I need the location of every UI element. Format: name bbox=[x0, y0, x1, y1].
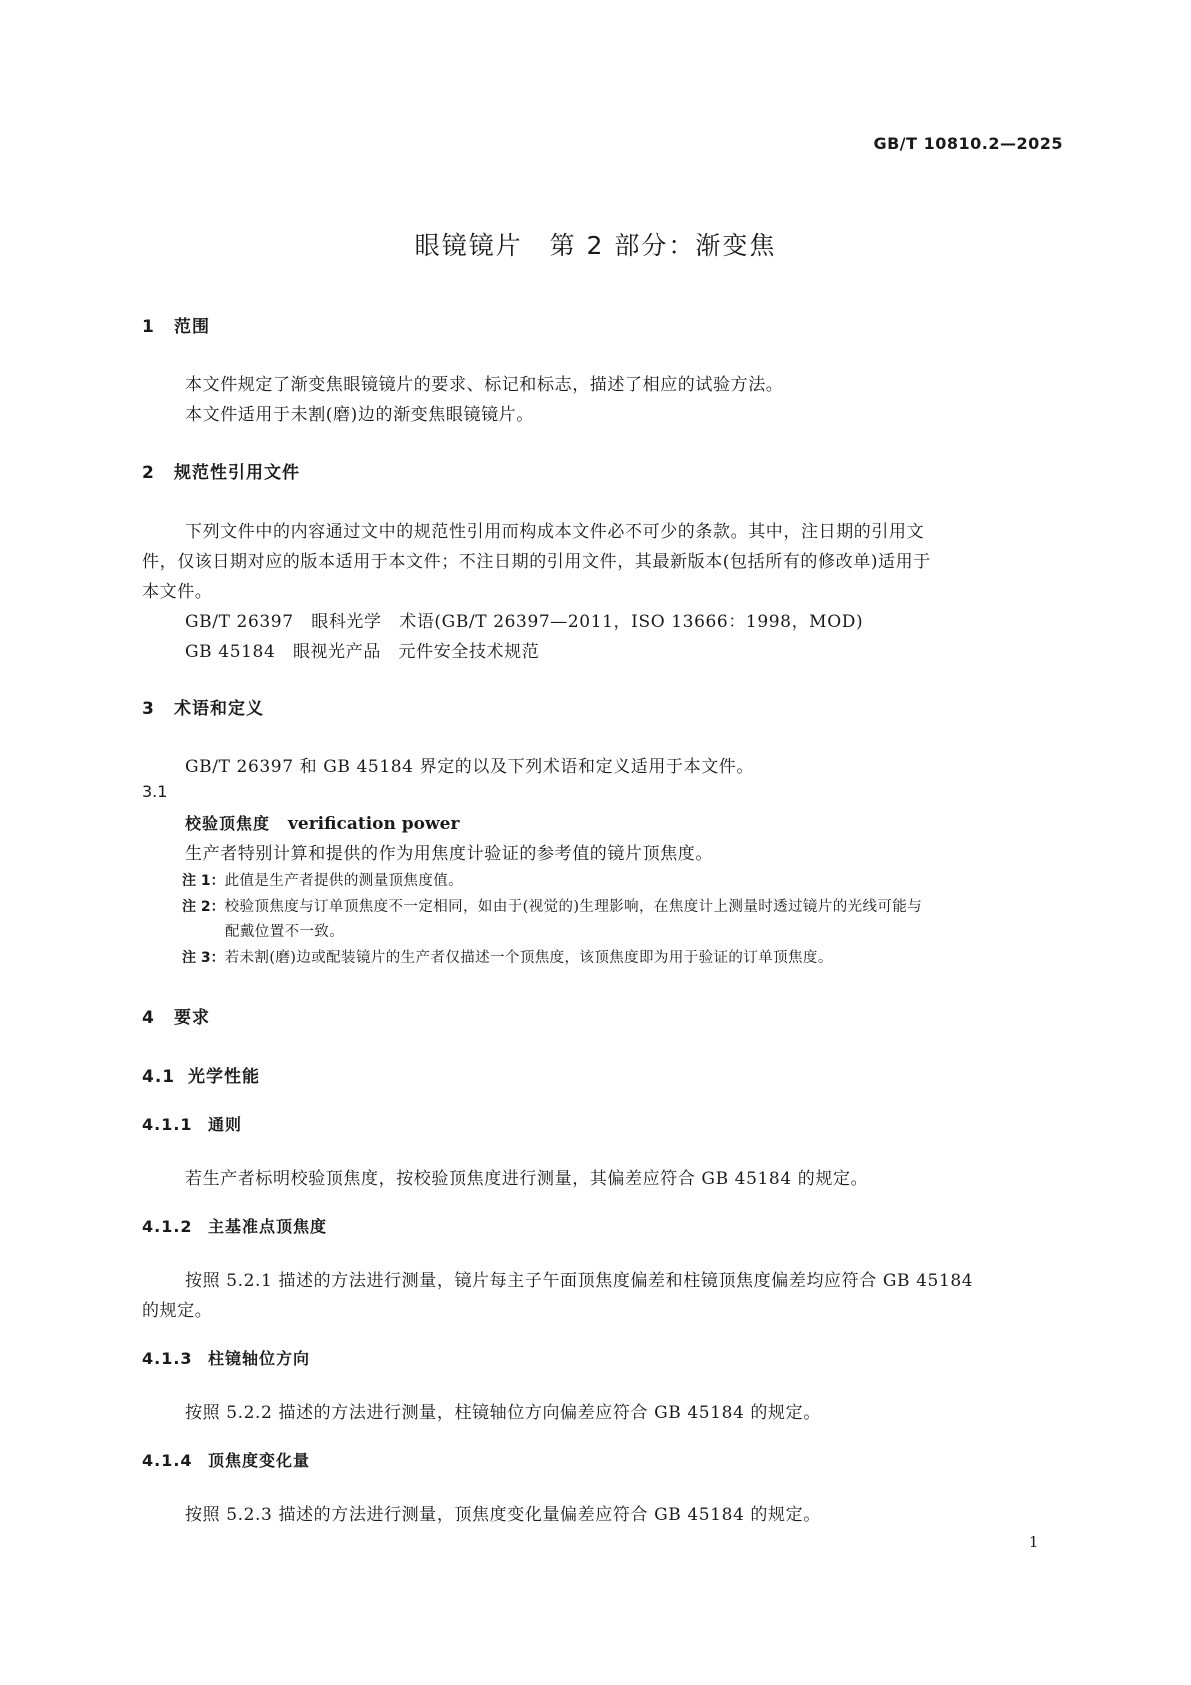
section-title: 柱镜轴位方向 bbox=[208, 1349, 311, 1368]
paragraph: 本文件。 bbox=[142, 582, 213, 602]
section-title: 规范性引用文件 bbox=[174, 463, 300, 483]
subsection-heading-4-1-2 bbox=[142, 1214, 327, 1237]
note-text: 此值是生产者提供的测量顶焦度值。 bbox=[224, 873, 464, 889]
subsection-heading-4-1-4 bbox=[142, 1448, 310, 1471]
paragraph: 本文件适用于未割(磨)边的渐变焦眼镜镜片。 bbox=[185, 405, 534, 425]
section-number: 4.1.4 bbox=[142, 1451, 193, 1470]
paragraph: GB/T 26397 和 GB 45184 界定的以及下列术语和定义适用于本文件。 bbox=[185, 757, 754, 777]
term-entry bbox=[185, 811, 459, 834]
section-heading-1 bbox=[142, 312, 210, 337]
section-heading-4 bbox=[142, 1003, 210, 1028]
normative-reference: GB/T 26397 眼科光学 术语(GB/T 26397—2011，ISO 13666：1998，MOD) bbox=[185, 612, 864, 632]
note-label: 注 2： bbox=[182, 899, 225, 915]
section-number: 1 bbox=[142, 317, 155, 337]
paragraph: 按照 5.2.3 描述的方法进行测量，顶焦度变化量偏差应符合 GB 45184 的规定。 bbox=[185, 1505, 821, 1525]
paragraph: 按照 5.2.2 描述的方法进行测量，柱镜轴位方向偏差应符合 GB 45184 的规定。 bbox=[185, 1403, 821, 1423]
section-title: 主基准点顶焦度 bbox=[208, 1217, 328, 1236]
page-title: 眼镜镜片 第 2 部分：渐变焦 bbox=[414, 231, 777, 260]
section-number: 4.1 bbox=[142, 1067, 176, 1087]
section-number: 2 bbox=[142, 463, 155, 483]
paragraph: 件，仅该日期对应的版本适用于本文件；不注日期的引用文件，其最新版本(包括所有的修改单)适用于 bbox=[142, 552, 931, 572]
note-label: 注 1： bbox=[182, 873, 225, 889]
paragraph: 若生产者标明校验顶焦度，按校验顶焦度进行测量，其偏差应符合 GB 45184 的规定。 bbox=[185, 1169, 869, 1189]
section-title: 通则 bbox=[208, 1115, 243, 1134]
subsection-heading-4-1-3 bbox=[142, 1346, 310, 1369]
document-code: GB/T 10810.2—2025 bbox=[873, 134, 1063, 153]
note-2 bbox=[182, 895, 922, 916]
term-english: verification power bbox=[288, 814, 460, 834]
section-title: 光学性能 bbox=[188, 1067, 260, 1087]
paragraph: 的规定。 bbox=[142, 1301, 213, 1321]
page-number: 1 bbox=[1028, 1533, 1039, 1551]
section-number: 4.1.1 bbox=[142, 1115, 193, 1134]
section-title: 顶焦度变化量 bbox=[208, 1451, 311, 1470]
note-text: 校验顶焦度与订单顶焦度不一定相同，如由于(视觉的)生理影响，在焦度计上测量时透过镜片的光线可能与 bbox=[224, 899, 923, 915]
section-title: 术语和定义 bbox=[174, 699, 264, 719]
normative-reference: GB 45184 眼视光产品 元件安全技术规范 bbox=[185, 642, 540, 662]
note-label: 注 3： bbox=[182, 950, 225, 966]
section-heading-2 bbox=[142, 458, 300, 483]
section-title: 要求 bbox=[174, 1008, 210, 1028]
section-number: 4.1.2 bbox=[142, 1217, 193, 1236]
term-chinese: 校验顶焦度 bbox=[185, 814, 271, 833]
term-definition: 生产者特别计算和提供的作为用焦度计验证的参考值的镜片顶焦度。 bbox=[185, 844, 713, 864]
note-3 bbox=[182, 946, 833, 967]
note-text-continued: 配戴位置不一致。 bbox=[225, 924, 345, 940]
section-heading-3 bbox=[142, 694, 264, 719]
paragraph: 按照 5.2.1 描述的方法进行测量，镜片每主子午面顶焦度偏差和柱镜顶焦度偏差均应符合 GB 45184 bbox=[185, 1271, 974, 1291]
subsection-heading-4-1-1 bbox=[142, 1112, 242, 1135]
subsection-heading-4-1 bbox=[142, 1062, 260, 1087]
section-number: 4 bbox=[142, 1008, 155, 1028]
section-number: 4.1.3 bbox=[142, 1349, 193, 1368]
paragraph: 下列文件中的内容通过文中的规范性引用而构成本文件必不可少的条款。其中，注日期的引用文 bbox=[185, 522, 925, 542]
section-number: 3 bbox=[142, 699, 155, 719]
section-title: 范围 bbox=[174, 317, 210, 337]
paragraph: 本文件规定了渐变焦眼镜镜片的要求、标记和标志，描述了相应的试验方法。 bbox=[185, 375, 784, 395]
term-number: 3.1 bbox=[142, 782, 168, 801]
note-1 bbox=[182, 869, 463, 890]
note-text: 若未割(磨)边或配装镜片的生产者仅描述一个顶焦度，该顶焦度即为用于验证的订单顶焦度。 bbox=[224, 950, 833, 966]
